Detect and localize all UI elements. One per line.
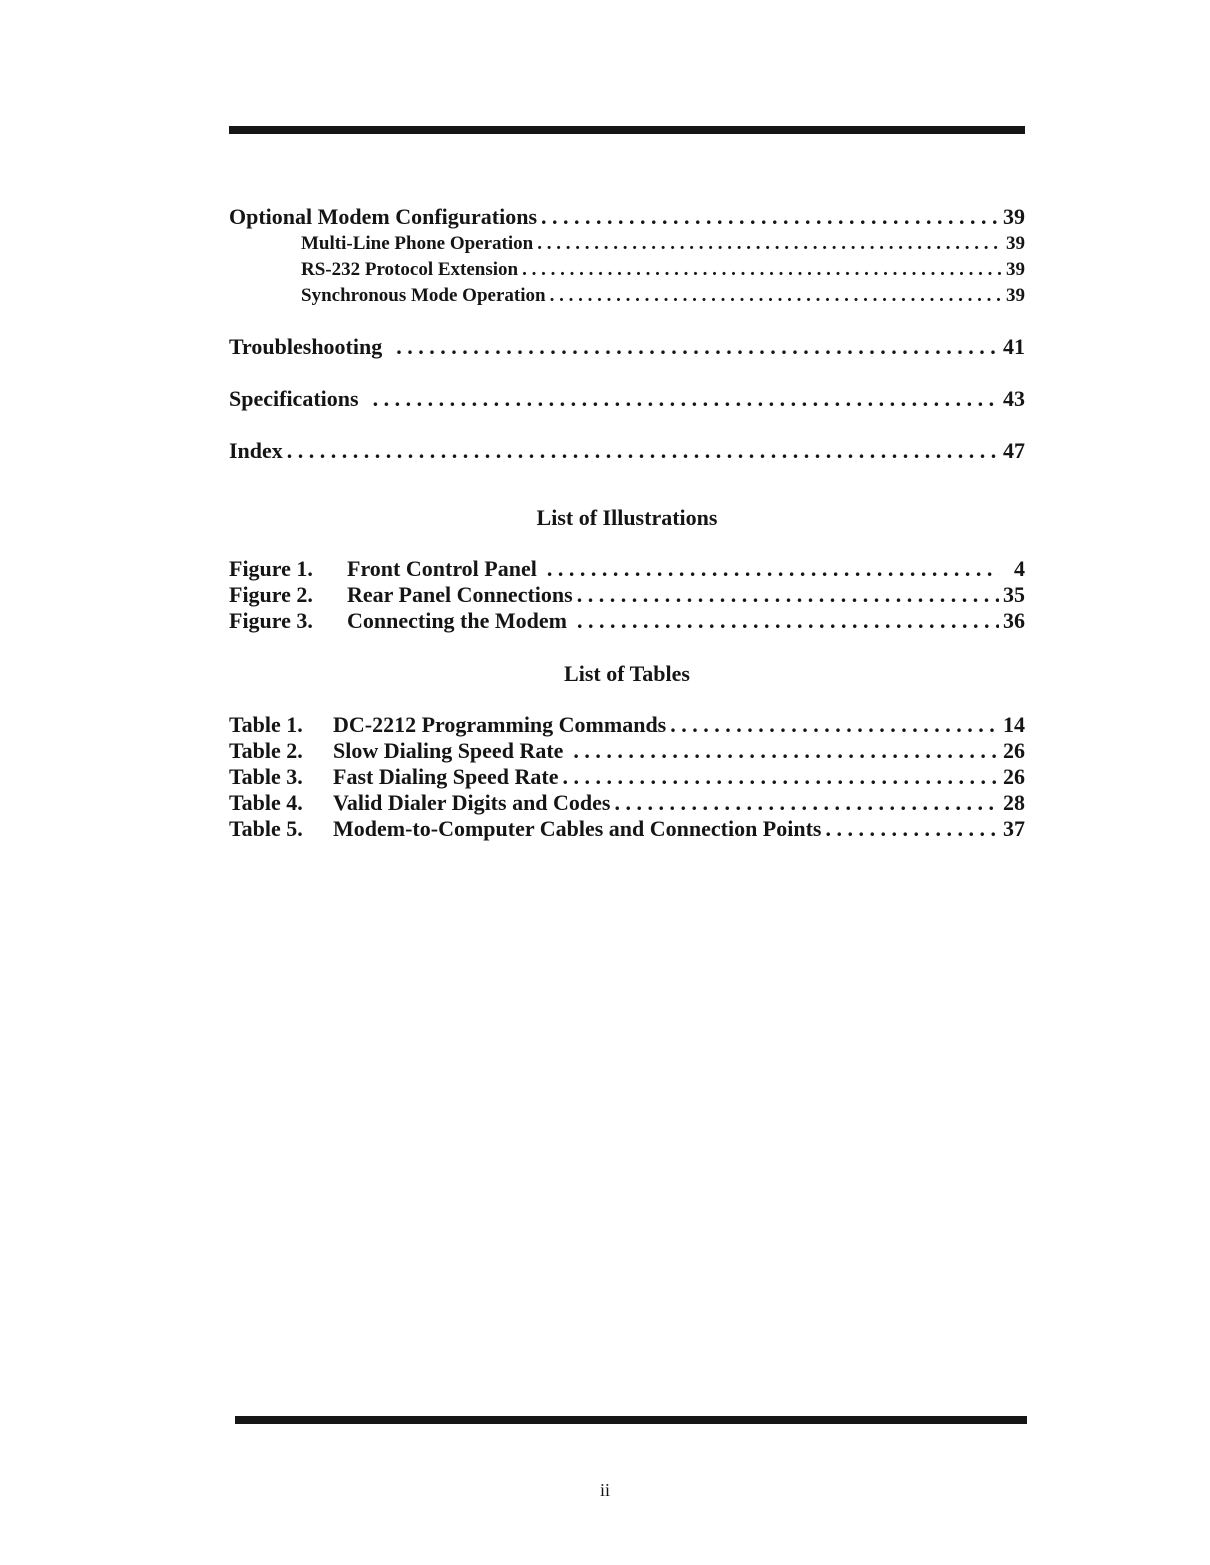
toc-entry-title: Troubleshooting: [229, 334, 383, 359]
dot-leader: [577, 582, 999, 608]
toc-subentry-synchronous-mode-operation[interactable]: [301, 285, 1025, 307]
toc-entry-optional-modem-configurations[interactable]: [229, 204, 1025, 230]
table-number: Table 3.: [229, 764, 303, 789]
dot-leader: [563, 764, 1000, 790]
table-title: Slow Dialing Speed Rate: [333, 738, 564, 763]
bottom-rule: [235, 1416, 1027, 1424]
table-title: Modem-to-Computer Cables and Connection Points: [333, 816, 822, 841]
dot-leader: [373, 386, 999, 412]
figure-entry-1[interactable]: [229, 556, 1025, 582]
table-number: Table 1.: [229, 712, 303, 737]
figure-number: Figure 2.: [229, 582, 313, 607]
figure-entry-2[interactable]: [229, 582, 1025, 608]
dot-leader: [541, 204, 999, 230]
list-of-illustrations-heading: List of Illustrations: [536, 505, 718, 530]
toc-entry-page: 41: [1003, 334, 1025, 359]
list-of-tables-heading: List of Tables: [564, 661, 690, 686]
table-number: Table 2.: [229, 738, 303, 763]
figure-entry-3[interactable]: [229, 608, 1025, 634]
toc-subentry-multi-line-phone-operation[interactable]: [301, 233, 1025, 255]
toc-entry-title: Specifications: [229, 386, 359, 411]
figure-page: 35: [1003, 582, 1025, 607]
toc-entry-troubleshooting[interactable]: [229, 334, 1025, 360]
figure-page: 36: [1003, 608, 1025, 633]
dot-leader: [550, 285, 1002, 307]
dot-leader: [547, 556, 999, 582]
dot-leader: [615, 790, 1000, 816]
table-page: 26: [1003, 738, 1025, 763]
table-page: 28: [1003, 790, 1025, 815]
top-rule: [229, 126, 1025, 134]
table-page: 37: [1003, 816, 1025, 841]
toc-subentry-page: 39: [1006, 285, 1025, 306]
figure-page: 4: [1014, 556, 1025, 581]
figure-title: Rear Panel Connections: [347, 582, 573, 607]
toc-subentry-title: Multi-Line Phone Operation: [301, 233, 534, 254]
page-number: ii: [599, 1480, 610, 1500]
toc-subentry-title: Synchronous Mode Operation: [301, 285, 546, 306]
toc-subentry-title: RS-232 Protocol Extension: [301, 259, 519, 280]
table-page: 26: [1003, 764, 1025, 789]
toc-entry-page: 39: [1003, 204, 1025, 229]
toc-entry-page: 47: [1003, 438, 1025, 463]
table-entry-4[interactable]: [229, 790, 1025, 816]
table-title: Valid Dialer Digits and Codes: [333, 790, 611, 815]
dot-leader: [825, 816, 999, 842]
table-entry-1[interactable]: [229, 712, 1025, 738]
dot-leader: [577, 608, 999, 634]
dot-leader: [537, 233, 1002, 255]
table-title: DC-2212 Programming Commands: [333, 712, 667, 737]
table-entry-2[interactable]: [229, 738, 1025, 764]
toc-entry-page: 43: [1003, 386, 1025, 411]
figure-title: Front Control Panel: [347, 556, 537, 581]
toc-entry-index[interactable]: [229, 438, 1025, 464]
figure-title: Connecting the Modem: [347, 608, 567, 633]
table-number: Table 4.: [229, 790, 303, 815]
dot-leader: [573, 738, 999, 764]
toc-subentry-rs-232-protocol-extension[interactable]: [301, 259, 1025, 281]
dot-leader: [396, 334, 999, 360]
dot-leader: [670, 712, 999, 738]
dot-leader: [287, 438, 999, 464]
toc-subentry-page: 39: [1006, 233, 1025, 254]
figure-number: Figure 1.: [229, 556, 313, 581]
table-entry-3[interactable]: [229, 764, 1025, 790]
toc-entry-title: Index: [229, 438, 283, 463]
table-page: 14: [1003, 712, 1025, 737]
toc-entry-specifications[interactable]: [229, 386, 1025, 412]
table-title: Fast Dialing Speed Rate: [333, 764, 559, 789]
figure-number: Figure 3.: [229, 608, 313, 633]
table-number: Table 5.: [229, 816, 303, 841]
dot-leader: [522, 259, 1002, 281]
toc-entry-title: Optional Modem Configurations: [229, 204, 538, 229]
toc-subentry-page: 39: [1006, 259, 1025, 280]
table-entry-5[interactable]: [229, 816, 1025, 842]
